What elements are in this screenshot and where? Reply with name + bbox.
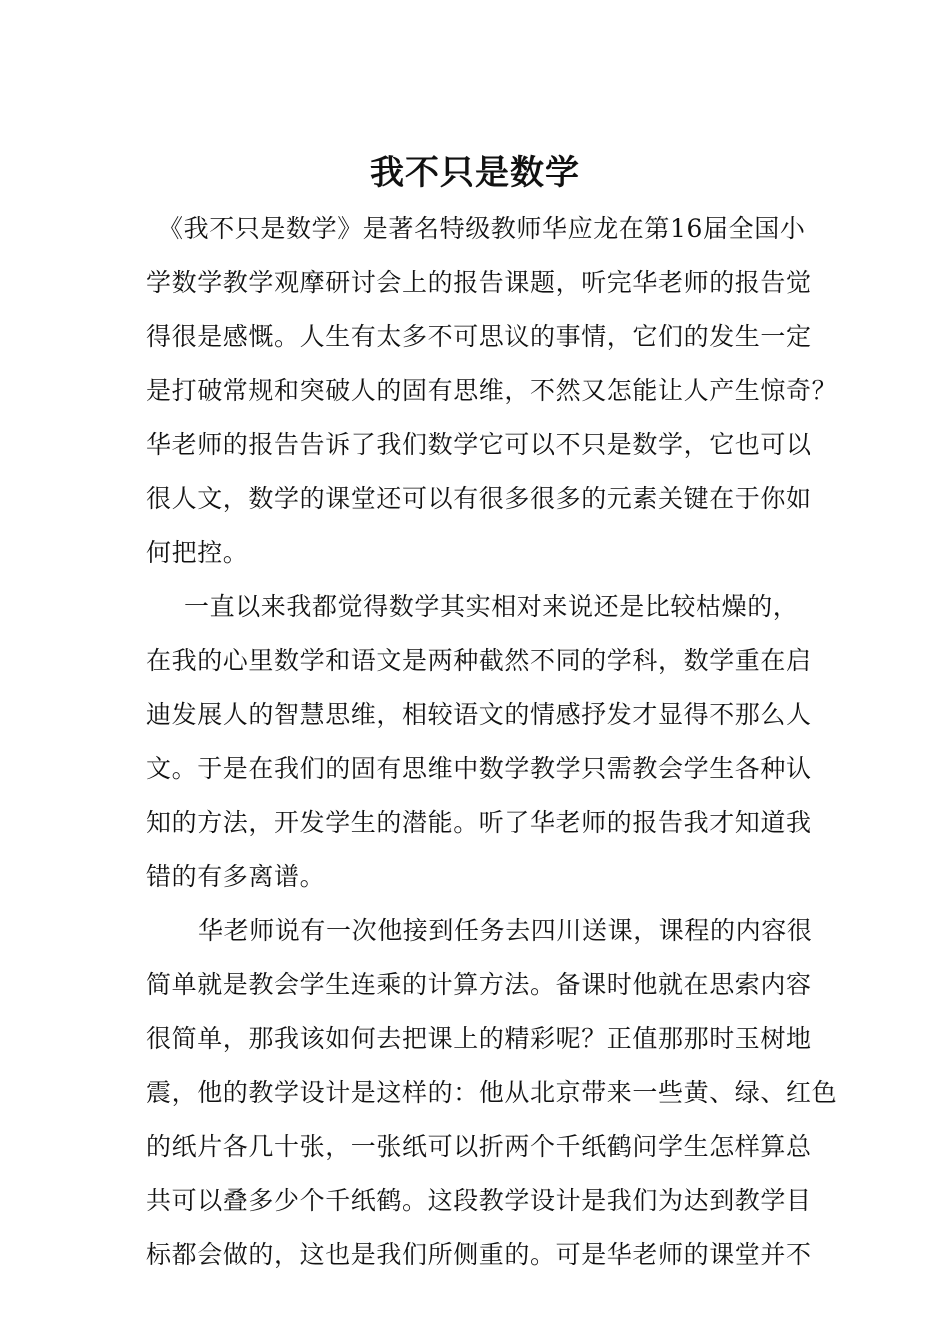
paragraph-3-line-6: 共可以叠多少个千纸鹤。这段教学设计是我们为达到教学目: [146, 1186, 812, 1215]
paragraph-2-line-3: 迪发展人的智慧思维，相较语文的情感抒发才显得不那么人: [146, 700, 812, 729]
paragraph-2-line-4: 文。于是在我们的固有思维中数学教学只需教会学生各种认: [146, 754, 812, 783]
paragraph-2: [146, 580, 846, 904]
paragraph-3-line-1: 华老师说有一次他接到任务去四川送课，课程的内容很: [198, 916, 813, 945]
paragraph-1-line-6: 很人文，数学的课堂还可以有很多很多的元素关键在于你如: [146, 484, 812, 513]
paragraph-1-line-1: 《我不只是数学》是著名特级教师华应龙在第16届全国小: [158, 214, 806, 243]
paragraph-1-line-4: 是打破常规和突破人的固有思维，不然又怎能让人产生惊奇？: [146, 376, 838, 405]
paragraph-2-line-1: 一直以来我都觉得数学其实相对来说还是比较枯燥的，: [184, 592, 799, 621]
paragraph-3-line-7: 标都会做的，这也是我们所侧重的。可是华老师的课堂并不: [146, 1240, 812, 1269]
document-body: [146, 202, 846, 1282]
paragraph-3-line-5: 的纸片各几十张，一张纸可以折两个千纸鹤问学生怎样算总: [146, 1132, 812, 1161]
document-title: 我不只是数学: [370, 152, 580, 193]
paragraph-2-line-6: 错的有多离谱。: [146, 862, 326, 891]
paragraph-1-line-2: 学数学教学观摩研讨会上的报告课题，听完华老师的报告觉: [146, 268, 812, 297]
paragraph-1-line-3: 得很是感慨。人生有太多不可思议的事情，它们的发生一定: [146, 322, 812, 351]
paragraph-2-line-2: 在我的心里数学和语文是两种截然不同的学科，数学重在启: [146, 646, 812, 675]
paragraph-1-line-5: 华老师的报告告诉了我们数学它可以不只是数学，它也可以: [146, 430, 812, 459]
paragraph-3-line-3: 很简单，那我该如何去把课上的精彩呢？正值那那时玉树地: [146, 1024, 812, 1053]
paragraph-3-line-2: 简单就是教会学生连乘的计算方法。备课时他就在思索内容: [146, 970, 812, 999]
paragraph-2-line-5: 知的方法，开发学生的潜能。听了华老师的报告我才知道我: [146, 808, 812, 837]
paragraph-3: [146, 904, 846, 1282]
paragraph-3-line-4: 震，他的教学设计是这样的：他从北京带来一些黄、绿、红色: [146, 1078, 838, 1107]
paragraph-1: [146, 202, 846, 580]
paragraph-1-line-7: 何把控。: [146, 538, 249, 567]
